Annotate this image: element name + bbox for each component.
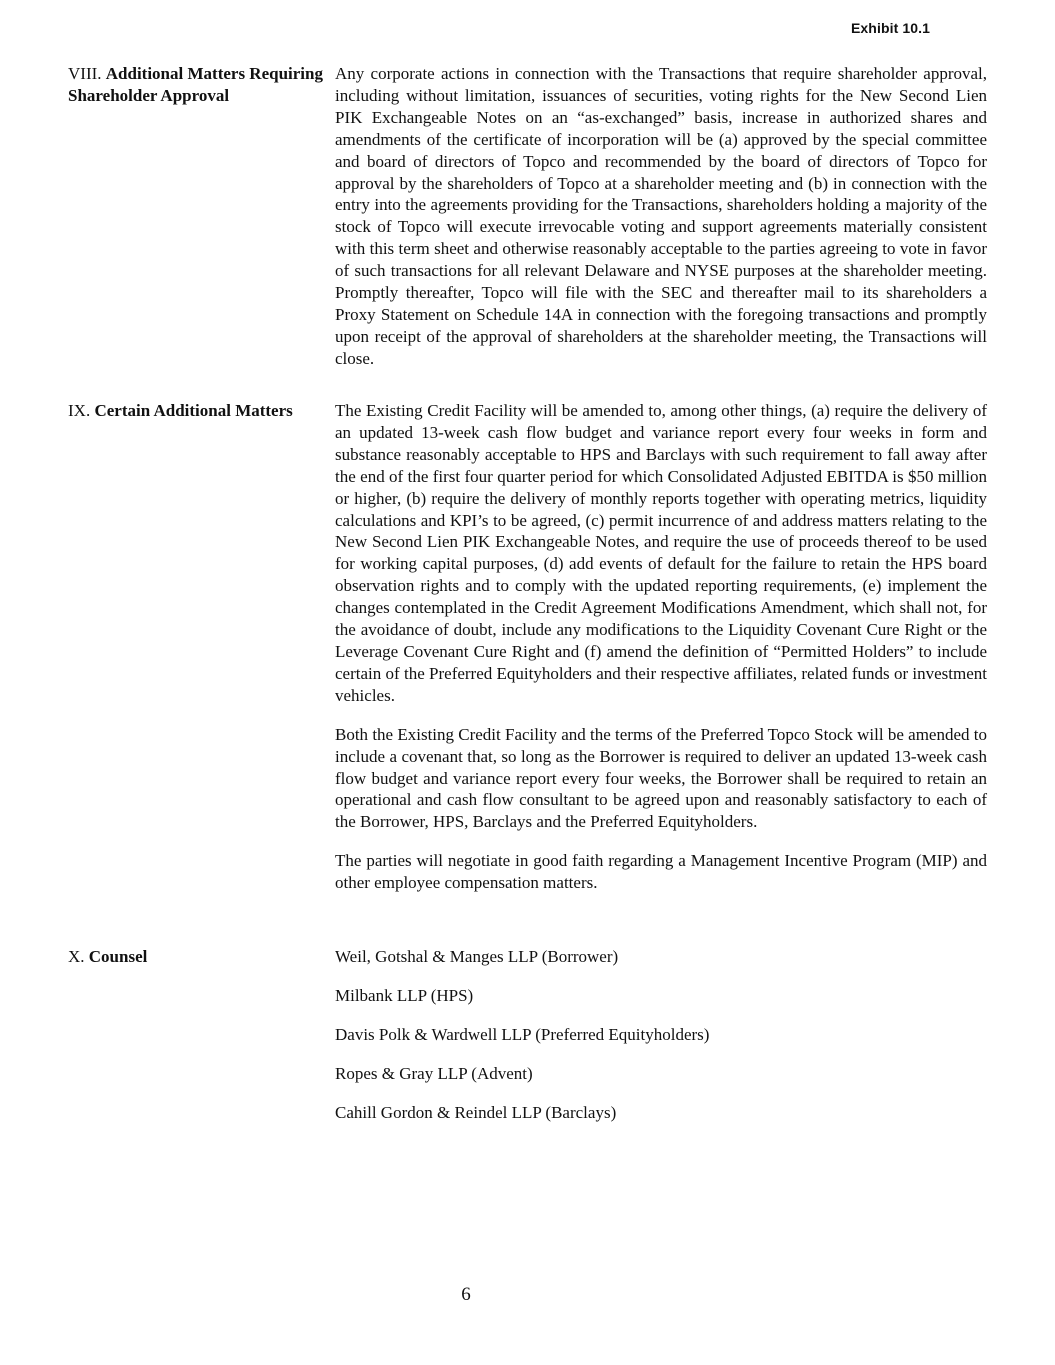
counsel-item: Milbank LLP (HPS): [335, 985, 474, 1005]
section-number: IX.: [68, 401, 91, 420]
section-heading: [68, 946, 328, 968]
counsel-item: Ropes & Gray LLP (Advent): [335, 1063, 533, 1083]
section-title: Additional Matters Requiring Shareholder Approval: [68, 64, 323, 105]
page-number: 6: [461, 1284, 471, 1305]
paragraph: The parties will negotiate in good faith regarding a Management Incentive Program (MIP) and other employee compensation matters.: [335, 851, 987, 893]
counsel-list: [335, 946, 987, 1124]
section-body: [335, 400, 987, 894]
section-heading: [68, 63, 328, 107]
paragraph: Any corporate actions in connection with the Transactions that require shareholder approval, including without limitation, issuances of securities, voting rights for the New Second Lien PIK Exchangeable Notes on an “as-exchanged” basis, increase in authorized shares and amendments of the certificate of incorporation will be (a) approved by the special committee and board of directors of Topco and recommended by the board of directors of Topco for approval by the shareholders of Topco at a shareholder meeting and (b) in connection with the entry into the agreements providing for the Transactions, shareholders holding a majority of the stock of Topco will execute irrevocable voting and support agreements materially consistent with this term sheet and otherwise reasonably acceptable to the parties agreeing to vote in favor of such transactions for all relevant Delaware and NYSE purposes at the shareholder meeting. Promptly thereafter, Topco will file with the SEC and thereafter mail to its shareholders a Proxy Statement on Schedule 14A in connection with the foregoing transactions and promptly upon receipt of the approval of shareholders at the shareholder meeting, the Transactions will close.: [335, 64, 987, 368]
section-title: Certain Additional Matters: [94, 401, 293, 420]
section-number: VIII.: [68, 64, 102, 83]
counsel-item: Davis Polk & Wardwell LLP (Preferred Equityholders): [335, 1024, 710, 1044]
counsel-item: Cahill Gordon & Reindel LLP (Barclays): [335, 1102, 617, 1122]
section-body: [335, 63, 987, 370]
exhibit-label: Exhibit 10.1: [850, 20, 930, 36]
section-title: Counsel: [88, 947, 148, 966]
paragraph: Both the Existing Credit Facility and the terms of the Preferred Topco Stock will be amended to include a covenant that, so long as the Borrower is required to deliver an updated 13-week cash flow budget and variance report every four weeks, the Borrower shall be required to retain an operational and cash flow consultant to be agreed upon and reasonably satisfactory to each of the Borrower, HPS, Barclays and the Preferred Equityholders.: [335, 724, 987, 832]
section-number: X.: [68, 947, 85, 966]
section-heading: [68, 400, 328, 422]
paragraph: The Existing Credit Facility will be amended to, among other things, (a) require the delivery of an updated 13-week cash flow budget and variance report every four weeks in form and substance reasonably acceptable to HPS and Barclays with such requirement to fall away after the end of the first four quarter period for which Consolidated Adjusted EBITDA is $50 million or higher, (b) require the delivery of monthly reports together with operating metrics, liquidity calculations and KPI’s to be agreed, (c) permit incurrence of and address matters relating to the New Second Lien PIK Exchangeable Notes, and require the use of proceeds thereof to be used for working capital purposes, (d) add events of default for the failure to retain the HPS board observation rights and to comply with the updated reporting requirements, (e) implement the changes contemplated in the Credit Agreement Modifications Amendment, which shall not, for the avoidance of doubt, include any modifications to the Liquidity Covenant Cure Right or the Leverage Covenant Cure Right and (f) amend the definition of “Permitted Holders” to include certain of the Preferred Equityholders and their respective affiliates, related funds or investment vehicles.: [335, 401, 987, 705]
counsel-item: Weil, Gotshal & Manges LLP (Borrower): [335, 947, 619, 966]
